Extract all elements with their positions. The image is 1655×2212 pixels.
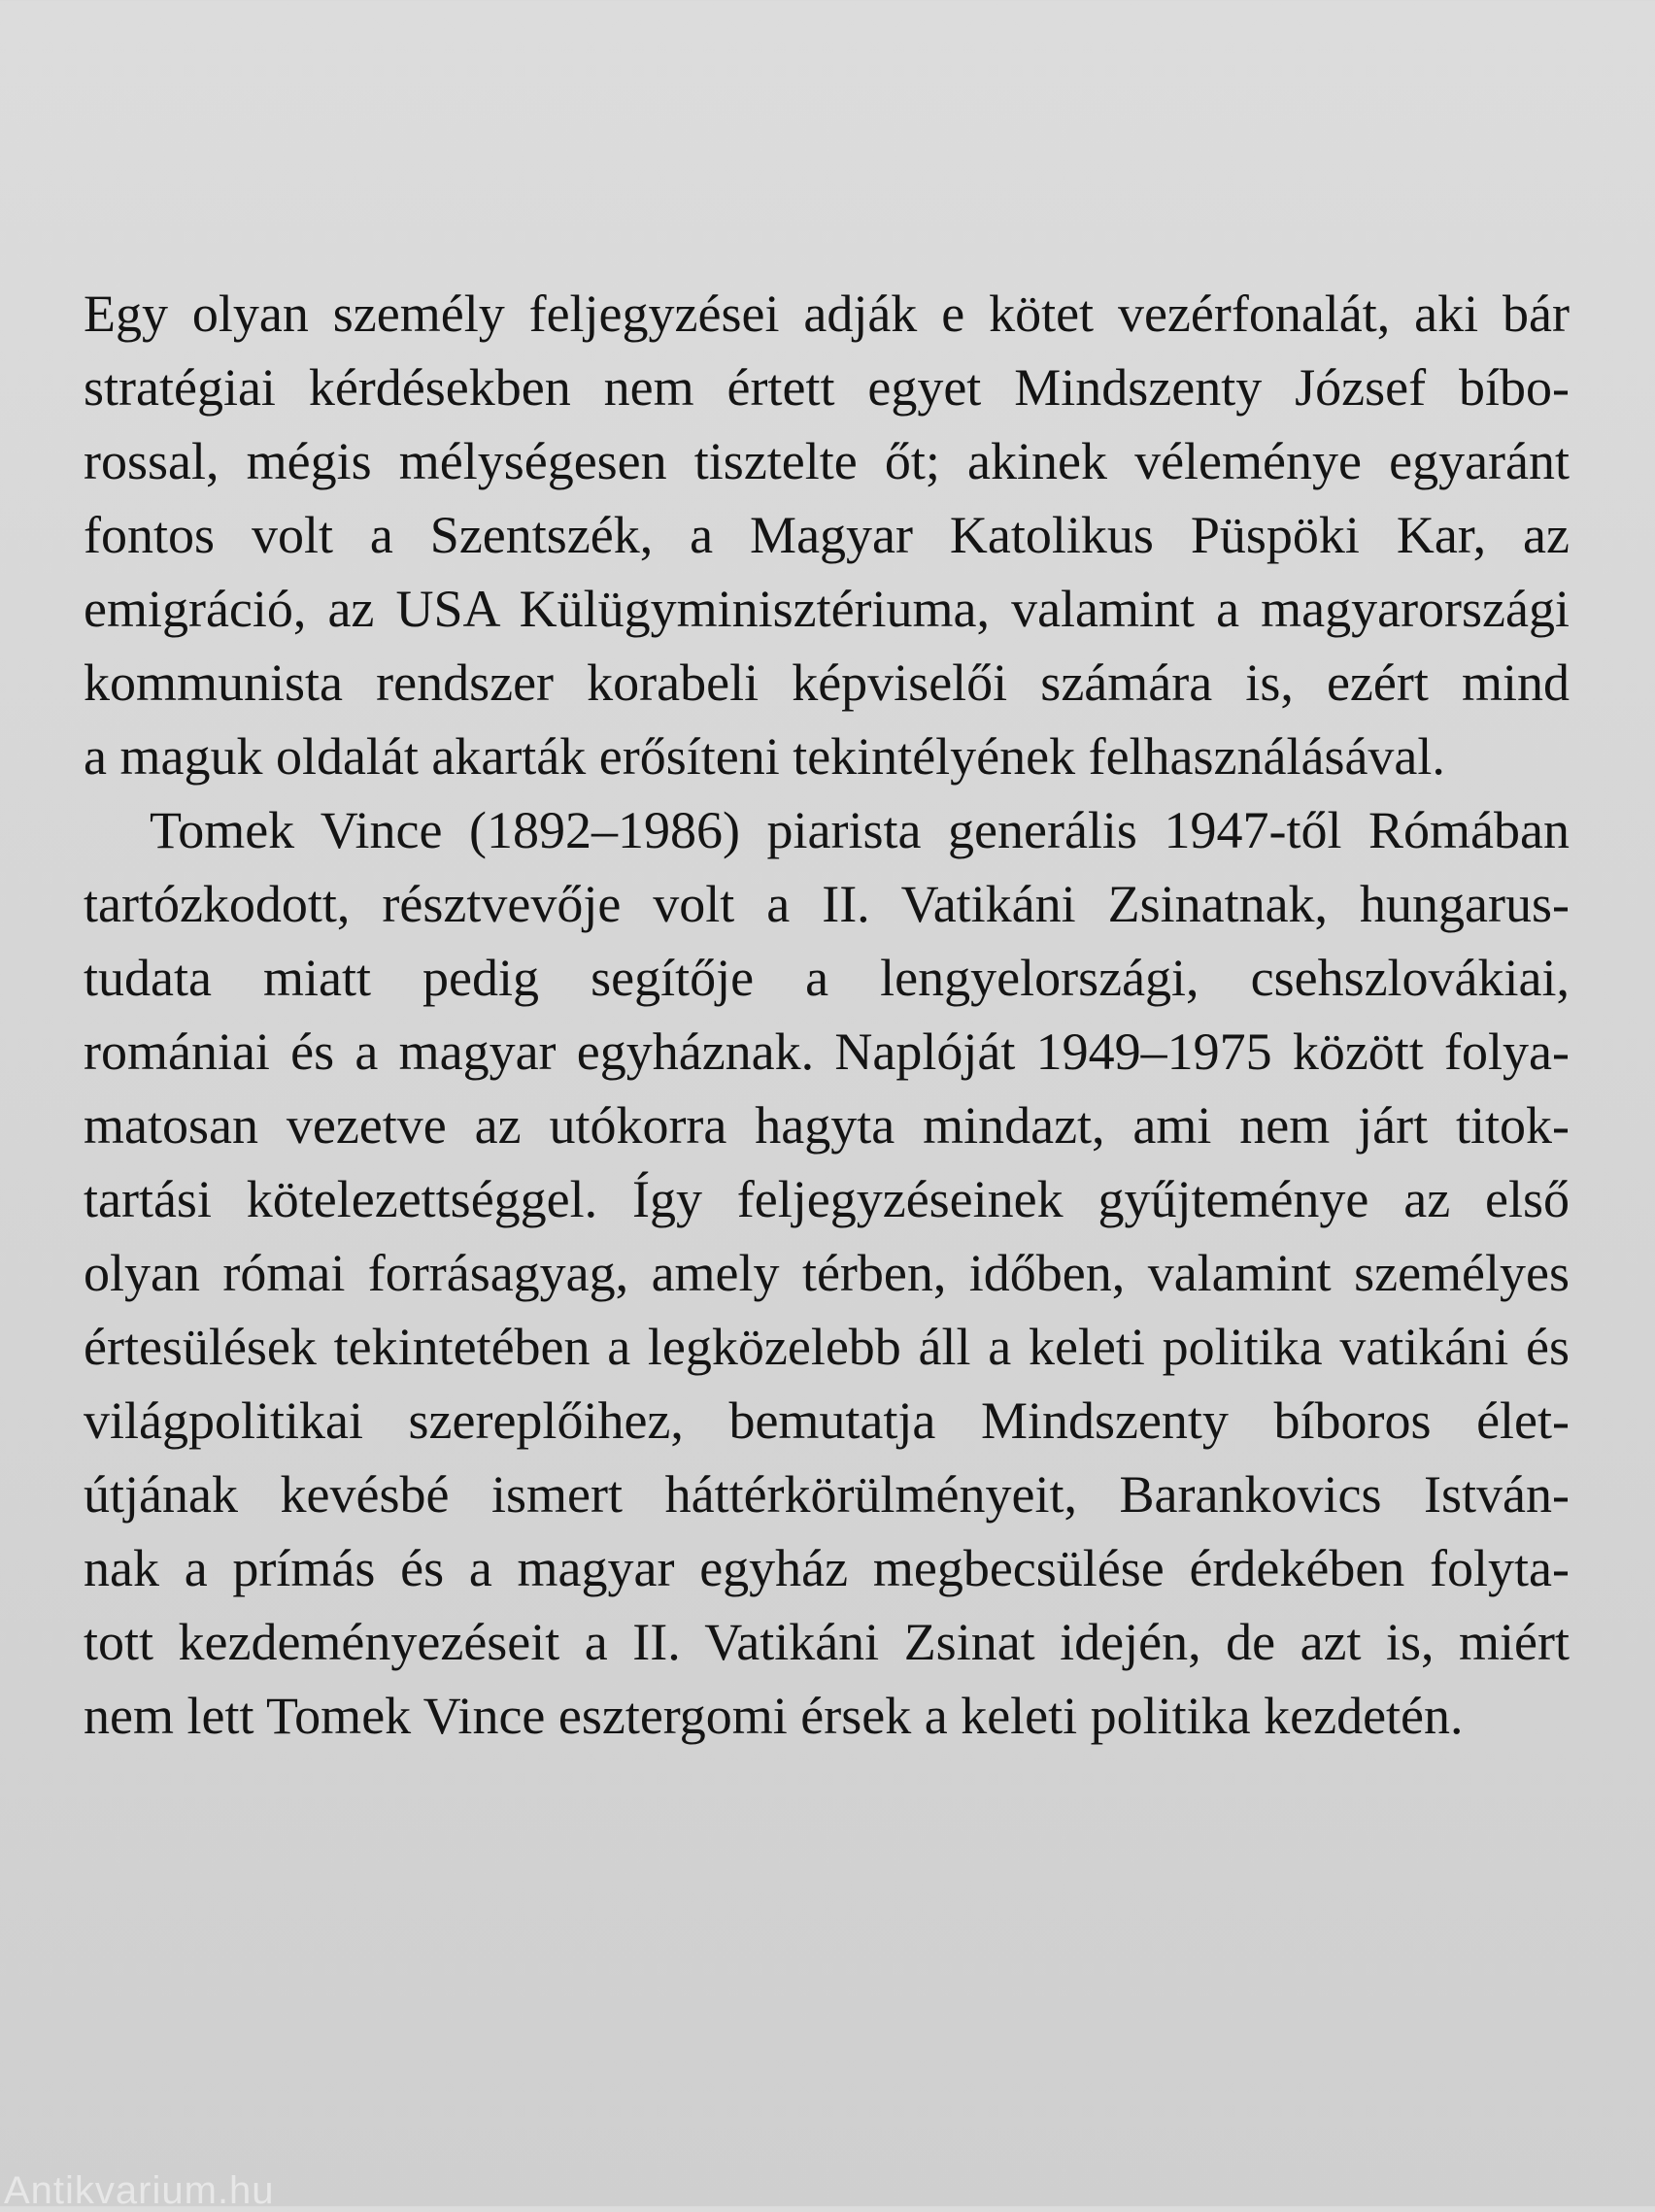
paragraph-2 bbox=[84, 793, 1570, 1753]
text-line: tudata miatt pedig segítője a lengyelországi, csehszlovákiai, bbox=[84, 949, 1570, 1007]
text-line: nem lett Tomek Vince esztergomi érsek a keleti politika kezdetén. bbox=[84, 1687, 1464, 1745]
text-line: stratégiai kérdésekben nem értett egyet Mindszenty József bíbo- bbox=[84, 358, 1570, 417]
text-line: nak a prímás és a magyar egyház megbecsülése érdekében folyta- bbox=[84, 1539, 1570, 1597]
text-line: világpolitikai szereplőihez, bemutatja Mindszenty bíboros élet- bbox=[84, 1391, 1570, 1450]
text-line: a maguk oldalát akarták erősíteni tekintélyének felhasználásával. bbox=[84, 727, 1445, 786]
text-line: matosan vezetve az utókorra hagyta mindazt, ami nem járt titok- bbox=[84, 1096, 1570, 1155]
text-line: Tomek Vince (1892–1986) piarista generális 1947-től Rómában bbox=[150, 801, 1570, 859]
body-text bbox=[84, 277, 1570, 1753]
text-line: értesülések tekintetében a legközelebb áll a keleti politika vatikáni és bbox=[84, 1318, 1570, 1376]
text-line: rossal, mégis mélységesen tisztelte őt; akinek véleménye egyaránt bbox=[84, 432, 1570, 490]
text-line: tott kezdeményezéseit a II. Vatikáni Zsinat idején, de azt is, miért bbox=[84, 1613, 1570, 1671]
text-line: kommunista rendszer korabeli képviselői számára is, ezért mind bbox=[84, 654, 1570, 712]
text-line: Egy olyan személy feljegyzései adják e kötet vezérfonalát, aki bár bbox=[84, 285, 1570, 343]
text-line: fontos volt a Szentszék, a Magyar Katolikus Püspöki Kar, az bbox=[84, 506, 1570, 564]
text-line: tartási kötelezettséggel. Így feljegyzéseinek gyűjteménye az első bbox=[84, 1170, 1570, 1228]
text-line: tartózkodott, résztvevője volt a II. Vatikáni Zsinatnak, hungarus- bbox=[84, 875, 1570, 933]
text-line: olyan római forrásagyag, amely térben, időben, valamint személyes bbox=[84, 1244, 1570, 1302]
watermark: Antikvarium.hu bbox=[4, 2169, 275, 2212]
text-line: emigráció, az USA Külügyminisztériuma, valamint a magyarországi bbox=[84, 580, 1570, 638]
paragraph-1 bbox=[84, 277, 1570, 793]
text-line: romániai és a magyar egyháznak. Naplóját 1949–1975 között folya- bbox=[84, 1022, 1570, 1081]
text-line: útjának kevésbé ismert háttérkörülményeit, Barankovics István- bbox=[84, 1465, 1570, 1524]
